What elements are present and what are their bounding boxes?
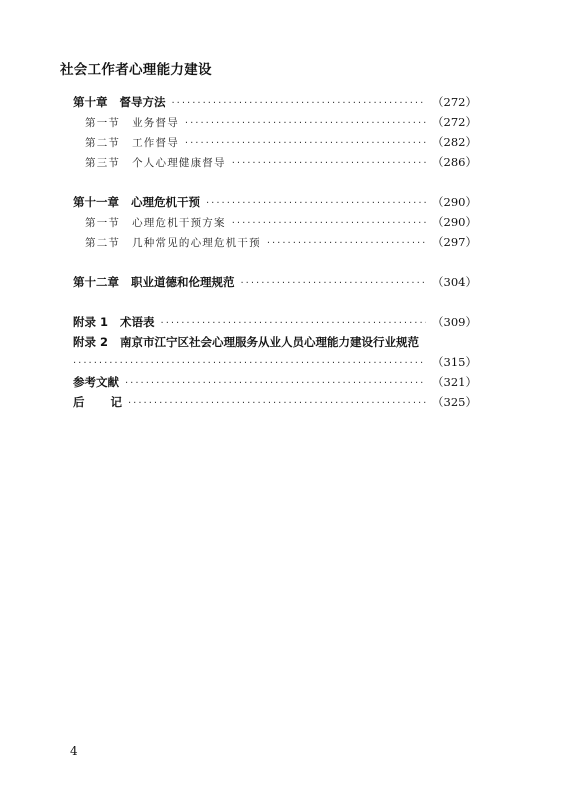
section-title: 业务督导 xyxy=(132,117,179,129)
spacer xyxy=(73,292,477,312)
toc-entry-section[interactable] xyxy=(73,152,477,172)
toc-entry-appendix-2-continuation xyxy=(73,352,477,372)
chapter-title: 心理危机干预 xyxy=(131,195,200,209)
dot-leader xyxy=(185,134,426,154)
page-ref: （290） xyxy=(432,195,477,209)
spacer xyxy=(73,172,477,192)
dot-leader xyxy=(267,234,426,254)
dot-leader xyxy=(241,274,427,294)
section-number: 第三节 xyxy=(85,157,121,169)
page-ref: （272） xyxy=(432,95,477,109)
dot-leader xyxy=(172,94,427,114)
toc-entry-references[interactable] xyxy=(73,372,477,392)
page-ref: （304） xyxy=(432,275,477,289)
spacer xyxy=(73,252,477,272)
toc-entry-section[interactable] xyxy=(73,132,477,152)
toc-entry-section[interactable] xyxy=(73,212,477,232)
toc-entry-chapter-11[interactable] xyxy=(73,192,477,212)
page-ref: （272） xyxy=(432,115,477,129)
page-ref: （286） xyxy=(432,155,477,169)
section-number: 第一节 xyxy=(85,117,121,129)
table-of-contents xyxy=(73,92,477,412)
chapter-title: 职业道德和伦理规范 xyxy=(131,275,235,289)
appendix-number: 附录 2 xyxy=(73,335,109,349)
postscript-title-second: 记 xyxy=(110,395,122,409)
chapter-number: 第十一章 xyxy=(73,195,119,209)
dot-leader xyxy=(73,354,426,374)
chapter-number: 第十二章 xyxy=(73,275,119,289)
dot-leader xyxy=(232,214,426,234)
dot-leader xyxy=(125,374,426,394)
page-ref: （290） xyxy=(432,215,477,229)
appendix-number: 附录 1 xyxy=(73,315,109,329)
toc-entry-postscript[interactable] xyxy=(73,392,477,412)
toc-entry-chapter-10[interactable] xyxy=(73,92,477,112)
page-ref: （325） xyxy=(432,395,477,409)
dot-leader xyxy=(128,394,426,414)
page-number: 4 xyxy=(70,744,78,758)
page-ref: （297） xyxy=(432,235,477,249)
page-ref: （282） xyxy=(432,135,477,149)
section-number: 第二节 xyxy=(85,237,121,249)
running-head: 社会工作者心理能力建设 xyxy=(60,62,212,78)
toc-entry-section[interactable] xyxy=(73,112,477,132)
dot-leader xyxy=(161,314,427,334)
section-title: 几种常见的心理危机干预 xyxy=(132,237,261,249)
dot-leader xyxy=(232,154,426,174)
dot-leader xyxy=(185,114,426,134)
appendix-title: 南京市江宁区社会心理服务从业人员心理能力建设行业规范 xyxy=(120,335,420,349)
page-ref: （309） xyxy=(432,315,477,329)
dot-leader xyxy=(206,194,426,214)
page-ref: （315） xyxy=(432,355,477,369)
appendix-title: 术语表 xyxy=(120,315,155,329)
toc-entry-appendix-1[interactable] xyxy=(73,312,477,332)
section-number: 第一节 xyxy=(85,217,121,229)
section-number: 第二节 xyxy=(85,137,121,149)
section-title: 个人心理健康督导 xyxy=(132,157,226,169)
section-title: 心理危机干预方案 xyxy=(132,217,226,229)
toc-entry-section[interactable] xyxy=(73,232,477,252)
chapter-number: 第十章 xyxy=(73,95,108,109)
toc-entry-chapter-12[interactable] xyxy=(73,272,477,292)
section-title: 工作督导 xyxy=(132,137,179,149)
references-title: 参考文献 xyxy=(73,375,119,389)
toc-entry-appendix-2[interactable] xyxy=(73,332,477,352)
postscript-title-first: 后 xyxy=(73,395,111,409)
page-ref: （321） xyxy=(432,375,477,389)
chapter-title: 督导方法 xyxy=(119,95,166,109)
